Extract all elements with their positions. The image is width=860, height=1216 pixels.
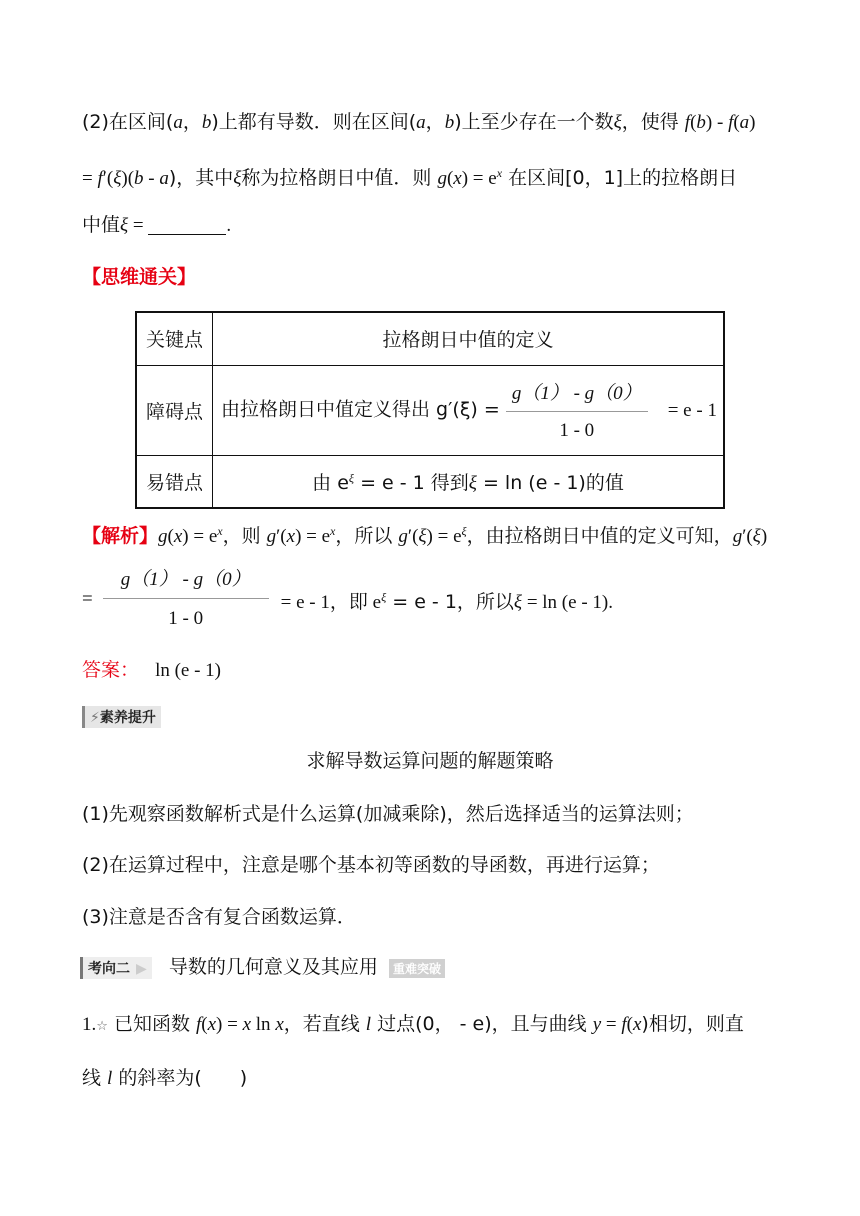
problem-line-3: 中值ξ = . bbox=[82, 214, 232, 236]
suyang-badge: ⚡素养提升 bbox=[82, 706, 161, 728]
problem-line-2: = f′(ξ)(b - a)，其中ξ称为拉格朗日中值．则 $g(x) = e^x$ 在区间[0，1]上的拉格朗日 bbox=[82, 166, 738, 189]
question-1-line-1: 1.☆ 已知函数 f(x) = x ln x，若直线 l 过点(0， - e)，且与曲线 y = f(x)相切，则直 bbox=[82, 1013, 744, 1035]
analysis-label: 【解析】 bbox=[82, 525, 159, 547]
row-label: 关键点 bbox=[136, 312, 213, 365]
question-1-line-2: 线 l 的斜率为( ) bbox=[82, 1067, 248, 1089]
answer-blank bbox=[148, 216, 226, 235]
row-content: 由 $e^\xi = e - 1$ 得到ξ = ln (e - 1)的值 bbox=[213, 455, 725, 508]
thinking-table bbox=[135, 311, 725, 509]
row-content: 由拉格朗日中值定义得出 g′(ξ) = $\frac{g(1) - g(0)}{1 - 0}$ = e - 1 bbox=[213, 365, 725, 455]
triangle-right-icon: ▶ bbox=[136, 961, 147, 977]
star-icon: ☆ bbox=[96, 1019, 108, 1034]
table-row-error-prone bbox=[136, 455, 724, 508]
suyang-item-2: (2)在运算过程中，注意是哪个基本初等函数的导函数，再进行运算； bbox=[82, 854, 660, 876]
analysis-line-2: = $\frac{g(1) - g(0)}{1 - 0}$ = e - 1，即 $e^\xi = e - 1$，所以ξ = ln (e - 1). bbox=[82, 569, 613, 629]
kaoxiang-title: 导数的几何意义及其应用 bbox=[168, 956, 378, 978]
row-label: 障碍点 bbox=[136, 365, 213, 455]
thinking-heading: 【思维通关】 bbox=[82, 266, 197, 288]
suyang-title: 求解导数运算问题的解题策略 bbox=[306, 750, 554, 772]
difficulty-tag: 重难突破 bbox=[389, 959, 445, 978]
fraction: $\frac{g(1) - g(0)}{1 - 0}$ bbox=[506, 378, 648, 442]
lightning-icon: ⚡ bbox=[90, 710, 100, 726]
kaoxiang-header: 考向二 ▶ 导数的几何意义及其应用 重难突破 bbox=[80, 955, 445, 979]
suyang-item-3: (3)注意是否含有复合函数运算． bbox=[82, 906, 356, 928]
fraction: $\frac{g(1) - g(0)}{1 - 0}$ bbox=[103, 568, 269, 631]
problem-line-1: (2)在区间(a，b)上都有导数．则在区间(a，b)上至少存在一个数ξ，使得 f(b) - f(a) bbox=[82, 111, 756, 133]
analysis-line-1: 【解析】$g(x) = e^x$，则 $g'(x) = e^x$，所以 $g'(\xi) = e^\xi$，由拉格朗日中值的定义可知，g′(ξ) bbox=[82, 524, 768, 547]
row-content: 拉格朗日中值的定义 bbox=[213, 312, 725, 365]
answer-label: 答案： bbox=[82, 659, 140, 681]
suyang-item-1: (1)先观察函数解析式是什么运算(加减乘除)，然后选择适当的运算法则； bbox=[82, 803, 694, 825]
row-label: 易错点 bbox=[136, 455, 213, 508]
table-row-obstacle bbox=[136, 365, 724, 455]
answer-line bbox=[82, 658, 221, 683]
table-row-key-point bbox=[136, 312, 724, 365]
answer-value: ln (e - 1) bbox=[155, 660, 222, 681]
